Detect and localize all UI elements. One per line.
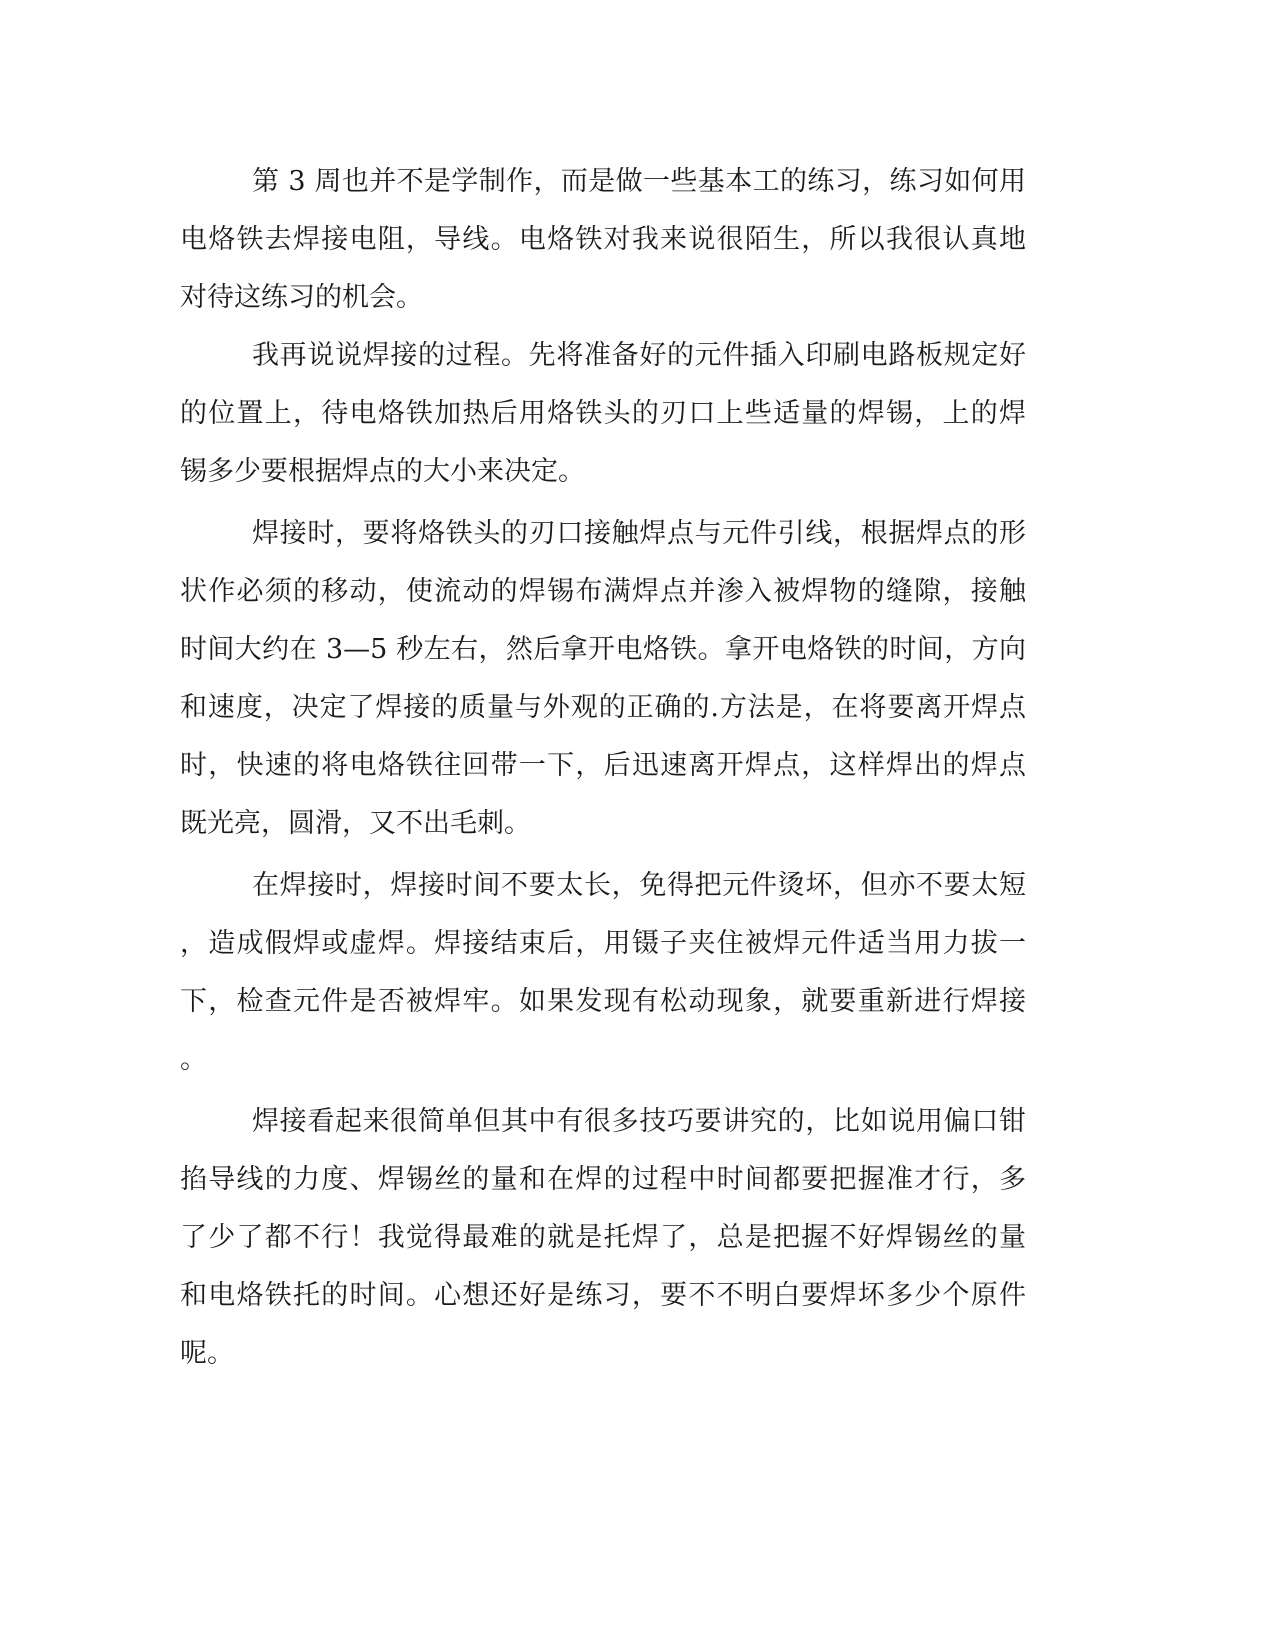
paragraph-2-line-3: 锡多少要根据焊点的大小来决定。 [180,456,585,487]
paragraph-5-line-2: 掐导线的力度、焊锡丝的量和在焊的过程中时间都要把握准才行，多 [180,1164,1026,1195]
paragraph-4-line-3: 下，检查元件是否被焊牢。如果发现有松动现象，就要重新进行焊接 [180,986,1026,1017]
paragraph-3-line-3: 时间大约在 3—5 秒左右，然后拿开电烙铁。拿开电烙铁的时间，方向 [180,634,1026,665]
paragraph-3-line-6: 既光亮，圆滑，又不出毛刺。 [180,808,531,839]
paragraph-3-line-4: 和速度，决定了焊接的质量与外观的正确的.方法是，在将要离开焊点 [180,692,1026,723]
paragraph-1-line-2: 电烙铁去焊接电阻，导线。电烙铁对我来说很陌生，所以我很认真地 [180,224,1026,255]
paragraph-4-line-4: 。 [180,1044,207,1075]
paragraph-5-line-4: 和电烙铁托的时间。心想还好是练习，要不不明白要焊坏多少个原件 [180,1280,1026,1311]
paragraph-5-line-5: 呢。 [180,1338,234,1369]
paragraph-2-line-1: 我再说说焊接的过程。先将准备好的元件插入印刷电路板规定好 [252,340,1026,371]
paragraph-1-line-1: 第 3 周也并不是学制作，而是做一些基本工的练习，练习如何用 [252,166,1026,197]
paragraph-5-line-1: 焊接看起来很简单但其中有很多技巧要讲究的，比如说用偏口钳 [252,1106,1026,1137]
paragraph-3-line-1: 焊接时，要将烙铁头的刃口接触焊点与元件引线，根据焊点的形 [252,518,1026,549]
paragraph-3-line-5: 时，快速的将电烙铁往回带一下，后迅速离开焊点，这样焊出的焊点 [180,750,1026,781]
paragraph-4-line-2: ，造成假焊或虚焊。焊接结束后，用镊子夹住被焊元件适当用力拔一 [180,928,1026,959]
paragraph-4-line-1: 在焊接时，焊接时间不要太长，免得把元件烫坏，但亦不要太短 [252,870,1026,901]
paragraph-5-line-3: 了少了都不行！我觉得最难的就是托焊了，总是把握不好焊锡丝的量 [180,1222,1026,1253]
paragraph-3-line-2: 状作必须的移动，使流动的焊锡布满焊点并渗入被焊物的缝隙，接触 [180,576,1026,607]
paragraph-2-line-2: 的位置上，待电烙铁加热后用烙铁头的刃口上些适量的焊锡，上的焊 [180,398,1026,429]
paragraph-1-line-3: 对待这练习的机会。 [180,282,423,313]
